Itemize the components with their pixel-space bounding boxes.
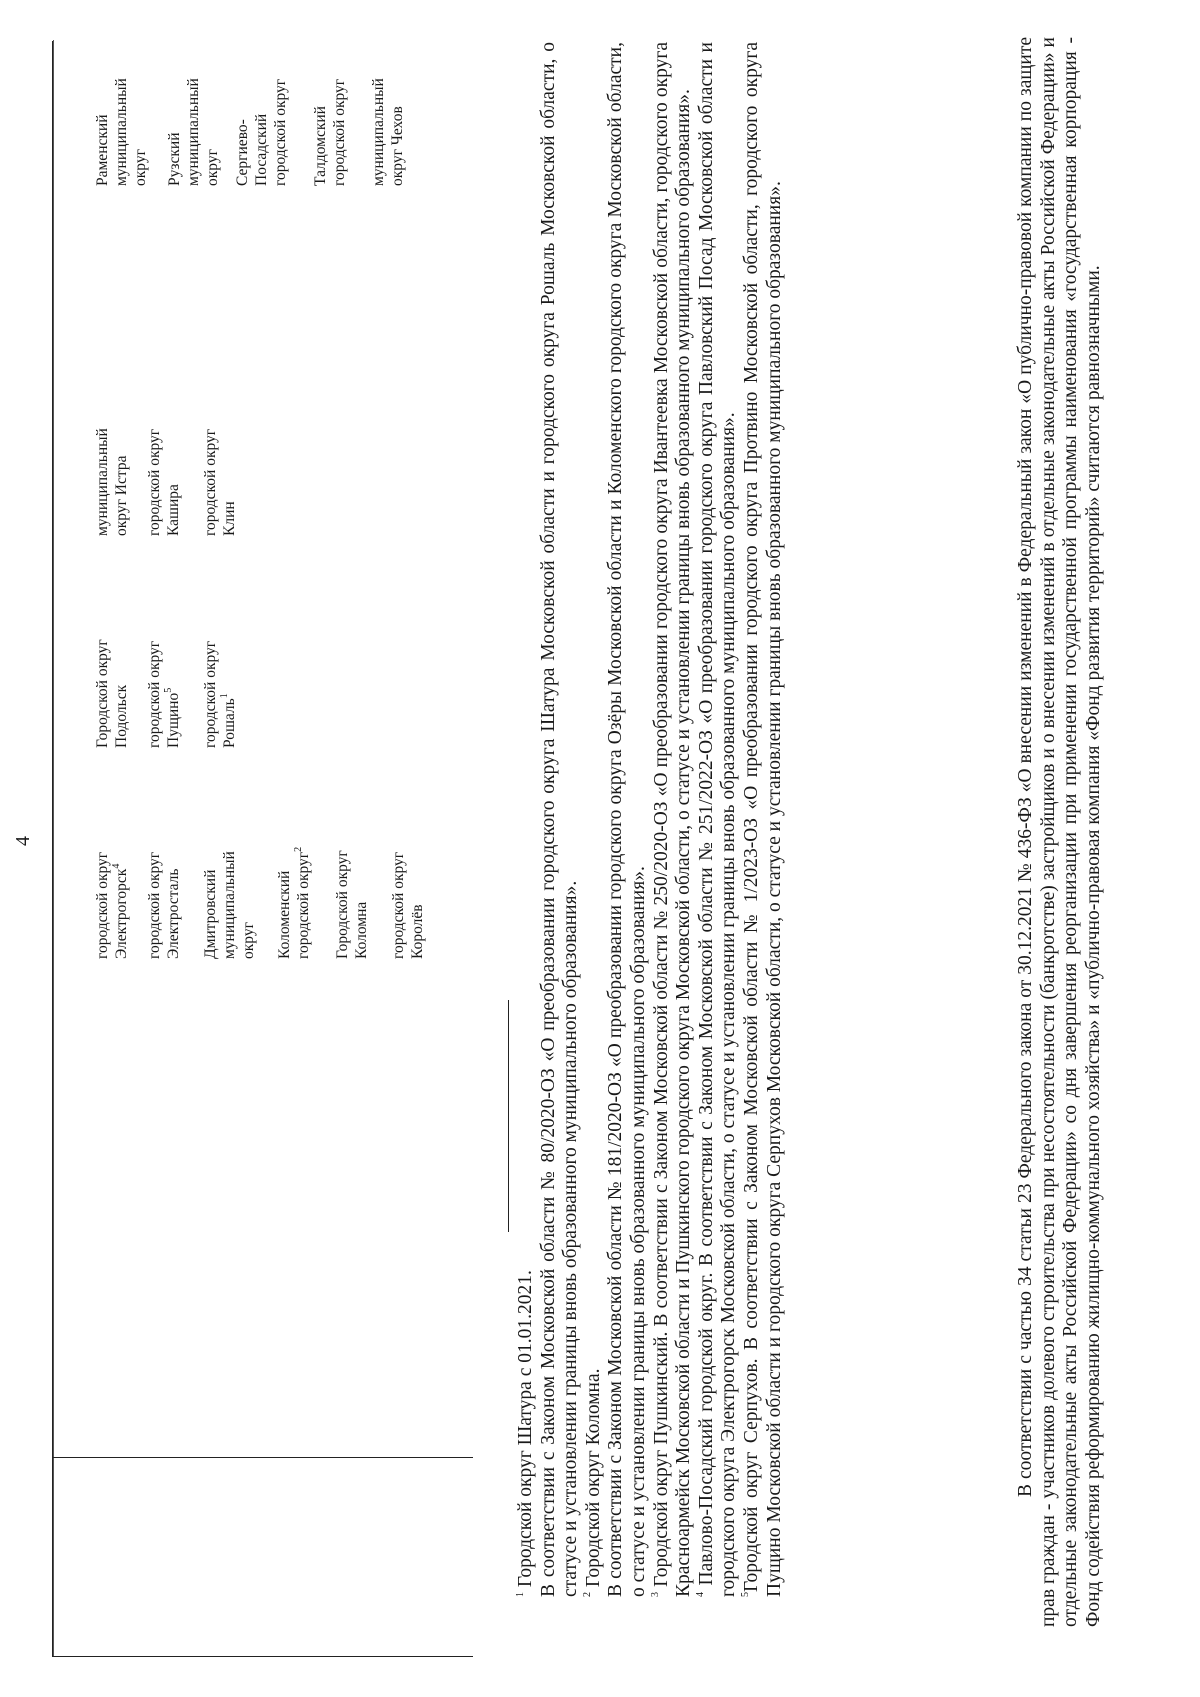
table-entry [145, 824, 183, 959]
table-cell [201, 401, 239, 536]
footnote-mark: 1 [514, 1592, 526, 1597]
table-column-divider [53, 1457, 473, 1458]
table-cell [93, 824, 131, 959]
table-entry [93, 613, 131, 748]
table-entry: городской округ Клин [202, 428, 238, 536]
footnote [651, 42, 696, 1597]
districts-table [52, 41, 473, 1657]
table-entry: Талдомский городской округ [312, 78, 348, 186]
table-cell [233, 51, 290, 186]
footnote-text: Павлово-Посадский городской округ. В соответствии с Законом Московской области № 251/2022-ОЗ «О преобразовании городского округа Павловский Посад Московской области и городского округа Электрогорск Московской области, о статусе и установлении границы вновь образованного муниципального образования». [695, 42, 740, 1597]
footnote-text: В соответствии с Законом Московской области № 181/2020-ОЗ «О преобразовании городского округа Озёры Московской области и Коломенского городского округа Московской области, о статусе и установлении границы вновь образованного муниципального образования». [605, 42, 649, 1597]
entry-text: городской округ Электросталь [146, 851, 182, 959]
footnote-text: Городской округ Коломна. [582, 1368, 604, 1592]
entry-text: городской округ Королёв [390, 851, 426, 959]
footnote-mark: 2 [582, 1592, 594, 1597]
table-entry: муниципальный округ Истра [94, 428, 130, 536]
entry-text: Городской округ Коломна [334, 850, 370, 959]
footnote-ref: 5 [162, 687, 174, 693]
entry-text: городской округ Рошаль [202, 640, 238, 748]
table-cell [145, 613, 183, 748]
footnotes [515, 42, 786, 1597]
entry-text: городской округ Электрогорск [94, 851, 130, 959]
table-cell [333, 824, 371, 959]
table-cell [389, 824, 427, 959]
main-paragraph: В соответствии с частью 34 статьи 23 Федерального закона от 30.12.2021 № 436-ФЗ «О внесении изменений в Федеральный закон «О публично-правовой компании по защите прав граждан - участников долевого строительства при несостоятельности (банкротстве) застройщиков и о внесении изменений в отдельные законодательные акты Российской Федерации» и отдельные законодательные акты Российской Федерации» со дня завершения реорганизации при применении государственной программы наименования «государственная корпорация - Фонд содействия реформированию жилищно-коммунального хозяйства» и «публично-правовая компания «Фонд развития территорий» считаются равнозначными. [1015, 37, 1104, 1627]
footnote-text: Городской округ Серпухов. В соответствии с Законом Московской области № 1/2023-ОЗ «О преобразовании городского округа Протвино Московской области, городского округа Пущино Московской области и городского округа Серпухов Московской области, о статусе и установлении границы вновь образованного муниципального образования». [740, 42, 785, 1597]
footnote-text: В соответствии с Законом Московской области № 80/2020-ОЗ «О преобразовании городского округа Шатура Московской области и городского округа Рошаль Московской области, о статусе и установлении границы вновь образованного муниципального образования». [537, 42, 582, 1597]
table-cell [145, 824, 183, 959]
footnote-mark: 4 [695, 1592, 707, 1597]
footnote [515, 42, 538, 1597]
table-entry [389, 824, 427, 959]
footnote-mark: 5 [740, 1592, 752, 1597]
table-entry [201, 824, 258, 959]
table-cell [145, 401, 183, 536]
table-cell [369, 51, 407, 186]
footnote-text: Городской округ Пушкинский. В соответствии с Законом Московской области № 250/2020-ОЗ «О преобразовании городского округа Ивантеевка Московской области, городского округа Красноармейск Московской области и Пушкинского городского округа Московской области, о статусе и установлении границы вновь образованного муниципального образования». [650, 42, 695, 1597]
table-cell [275, 824, 313, 959]
table-cell [165, 51, 222, 186]
footnote-ref: 4 [110, 863, 122, 869]
table-entry: Сергиево-Посадский городской округ [234, 78, 289, 186]
footnote-separator [508, 1000, 509, 1232]
footnote-text: Городской округ Шатура с 01.01.2021. [515, 1270, 536, 1592]
footnote-ref: 2 [292, 846, 304, 852]
table-top-border [53, 40, 54, 1656]
table-cell [311, 51, 349, 186]
footnote-ref: 1 [218, 693, 230, 699]
footnote [741, 42, 786, 1597]
table-entry [93, 824, 131, 959]
entry-text: городской округ Пущино [146, 640, 182, 748]
entry-text: Коломенский городской округ [276, 851, 312, 959]
table-entry [333, 824, 371, 959]
table-entry: муниципальный округ Чехов [370, 78, 406, 186]
footnote-mark: 3 [650, 1592, 662, 1597]
entry-text: Дмитровский муниципальный округ [202, 851, 257, 959]
table-entry [201, 613, 239, 748]
table-cell [201, 613, 239, 748]
entry-text: Городской округ Подольск [94, 639, 130, 748]
page-number: 4 [12, 836, 34, 846]
footnote [538, 42, 583, 1597]
table-cell [93, 51, 150, 186]
footnote [605, 42, 650, 1597]
table-cell [201, 824, 258, 959]
table-cell [93, 401, 131, 536]
table-entry: Раменский муниципальный округ [94, 78, 149, 186]
table-entry: городской округ Кашира [146, 428, 182, 536]
table-entry [145, 613, 183, 748]
table-entry: Рузский муниципальный округ [166, 78, 221, 186]
table-entry [275, 824, 313, 959]
footnote [696, 42, 741, 1597]
footnote [583, 42, 606, 1597]
table-cell [93, 613, 131, 748]
